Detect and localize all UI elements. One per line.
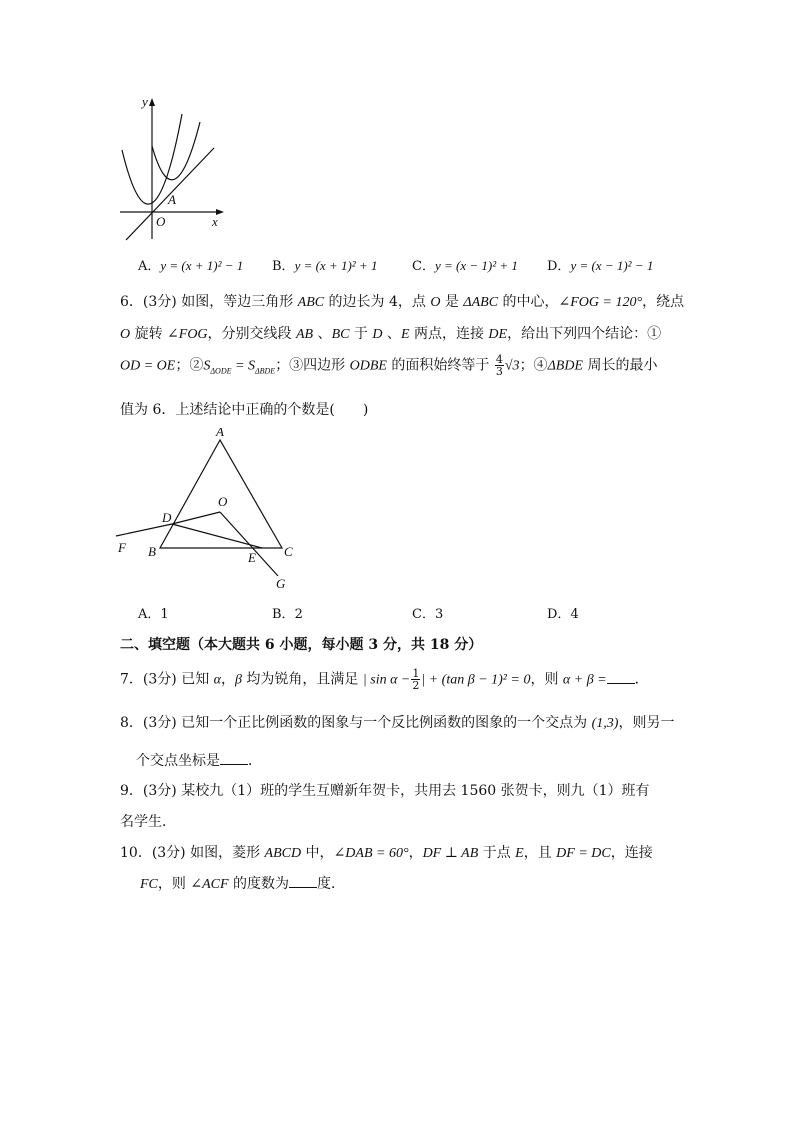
q10-line-1: 10．(3分) 如图，菱形 ABCD 中，∠DAB = 60°，DF ⊥ AB 于点 E，且 DF = DC，连接 bbox=[120, 845, 653, 861]
q7-answer-blank[interactable] bbox=[607, 671, 635, 684]
parabola-figure bbox=[112, 94, 232, 244]
parabola-right bbox=[152, 122, 200, 180]
q6-line-1: 6．(3分) 如图，等边三角形 ABC 的边长为 4，点 O 是 ΔABC 的中心，∠FOG = 120°，绕点 bbox=[120, 294, 685, 310]
q9-line-2: 名学生． bbox=[120, 814, 176, 830]
label-a: A bbox=[216, 428, 224, 439]
q8-line-1: 8．(3分) 已知一个正比例函数的图象与一个反比例函数的图象的一个交点为 (1,3)，则另一 bbox=[120, 715, 675, 731]
line-fd bbox=[116, 524, 172, 536]
q6-option-a[interactable]: A．1 bbox=[138, 607, 169, 622]
q6-option-c[interactable]: C．3 bbox=[412, 607, 444, 622]
line-de bbox=[172, 524, 262, 548]
label-d: D bbox=[162, 510, 172, 525]
x-label: x bbox=[212, 214, 218, 229]
y-axis-arrow bbox=[149, 98, 155, 106]
q10-answer-blank[interactable] bbox=[289, 875, 317, 888]
y-label: y bbox=[142, 94, 148, 109]
label-o: O bbox=[218, 494, 228, 509]
q10-line-2: FC，则 ∠ACF 的度数为 度． bbox=[140, 876, 345, 892]
q6-option-b[interactable]: B．2 bbox=[272, 607, 303, 622]
q6-line-2: O 旋转 ∠FOG，分别交线段 AB 、BC 于 D 、E 两点，连接 DE，给出下列四个结论：① bbox=[120, 326, 662, 342]
q8-answer-blank[interactable] bbox=[220, 752, 248, 765]
q6-option-d[interactable]: D．4 bbox=[547, 607, 579, 622]
q6-line-3: OD = OE；$②S_{\Delta ODE} = S_{\Delta BDE}$；③四边形 ODBE 的面积始终等于 $\frac{4}{3}$ √3；④ΔBDE 周长的最小 bbox=[120, 353, 658, 378]
q5-option-b[interactable]: B．y = (x + 1)² + 1 bbox=[272, 258, 378, 274]
fraction-1-2: $\frac{1}{2}$ bbox=[412, 667, 420, 692]
origin-label: O bbox=[156, 214, 166, 229]
fraction-4-3: $\frac{4}{3}$ bbox=[495, 353, 503, 378]
label-c: C bbox=[284, 544, 293, 559]
label-b: B bbox=[148, 544, 156, 559]
label-e: E bbox=[248, 550, 256, 565]
q5-option-c[interactable]: C．y = (x − 1)² + 1 bbox=[412, 258, 518, 274]
section-2-heading: 二、填空题（本大题共 6 小题，每小题 3 分，共 18 分） bbox=[120, 637, 483, 653]
q7-line: 7．(3分) 已知 α，β 均为锐角，且满足 | sin α − $\frac{1}{2}$ | + (tan β − 1)² = 0，则 α + β = ． bbox=[120, 667, 649, 692]
label-f: F bbox=[118, 540, 126, 555]
point-a-label: A bbox=[168, 192, 176, 207]
q6-line-4: 值为 6．上述结论中正确的个数是( ) bbox=[120, 402, 369, 418]
q5-option-a[interactable]: A．y = (x + 1)² − 1 bbox=[138, 258, 244, 274]
triangle-figure bbox=[112, 428, 312, 592]
q5-option-d[interactable]: D．y = (x − 1)² − 1 bbox=[547, 258, 654, 274]
label-g: G bbox=[276, 576, 286, 591]
q8-line-2: 个交点坐标是 ． bbox=[136, 753, 262, 769]
q9-line-1: 9．(3分) 某校九（1）班的学生互赠新年贺卡，共用去 1560 张贺卡，则九（1）班有 bbox=[120, 783, 650, 799]
